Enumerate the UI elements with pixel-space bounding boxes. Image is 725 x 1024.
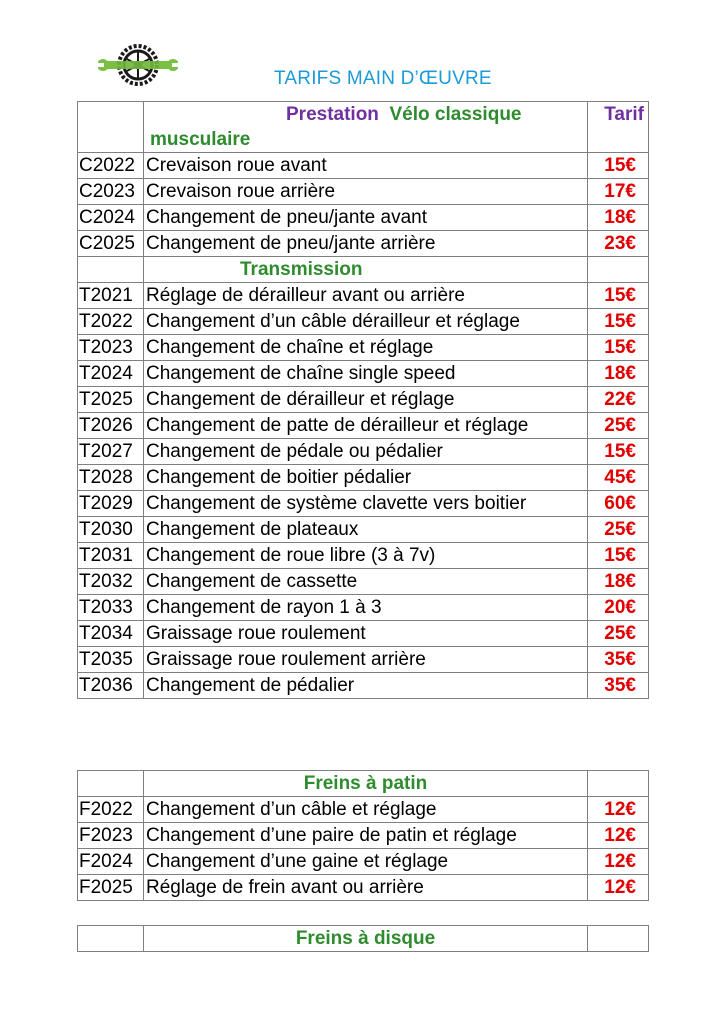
table-row [78,439,649,465]
table-row [78,673,649,699]
row-code: F2023 [78,823,144,849]
freins-patin-table [77,770,649,901]
row-label: Changement de dérailleur et réglage [144,387,588,413]
row-price: 15€ [588,283,649,309]
row-code: T2032 [78,569,144,595]
row-label: Crevaison roue avant [144,153,588,179]
row-price: 45€ [588,465,649,491]
row-label: Changement de cassette [144,569,588,595]
table-row [78,179,649,205]
row-label: Réglage de dérailleur avant ou arrière [144,283,588,309]
row-code: C2025 [78,231,144,257]
section-price-cell [588,926,649,952]
row-label: Graissage roue roulement arrière [144,647,588,673]
row-label: Changement d’un câble et réglage [144,797,588,823]
row-label: Changement de pneu/jante avant [144,205,588,231]
row-price: 18€ [588,205,649,231]
row-price: 15€ [588,543,649,569]
table-row [78,231,649,257]
row-code: T2035 [78,647,144,673]
row-label: Changement de pédalier [144,673,588,699]
table-row [78,647,649,673]
header-prestation-cell [144,102,588,153]
row-code: C2024 [78,205,144,231]
row-code: T2029 [78,491,144,517]
row-price: 23€ [588,231,649,257]
row-code: T2028 [78,465,144,491]
row-code: T2027 [78,439,144,465]
row-code: T2034 [78,621,144,647]
table-row [78,387,649,413]
row-price: 18€ [588,569,649,595]
section-price-cell [588,257,649,283]
row-code: F2025 [78,875,144,901]
table-row [78,309,649,335]
row-label: Changement de système clavette vers boitier [144,491,588,517]
row-price: 12€ [588,849,649,875]
table-row [78,849,649,875]
row-label: Changement de chaîne single speed [144,361,588,387]
row-label: Changement de roue libre (3 à 7v) [144,543,588,569]
table-row [78,153,649,179]
table-row [78,517,649,543]
row-price: 25€ [588,621,649,647]
header-code-cell [78,102,144,153]
row-price: 15€ [588,153,649,179]
row-code: T2030 [78,517,144,543]
row-price: 22€ [588,387,649,413]
row-label: Changement d’une paire de patin et réglage [144,823,588,849]
row-price: 12€ [588,797,649,823]
row-code: F2024 [78,849,144,875]
row-price: 12€ [588,875,649,901]
row-price: 35€ [588,673,649,699]
header-tarif-label: Tarif [604,104,644,125]
table-header-row [78,102,649,153]
row-price: 20€ [588,595,649,621]
section-row-transmission [78,257,649,283]
table-row [78,621,649,647]
row-price: 15€ [588,335,649,361]
table-row [78,335,649,361]
table-row [78,543,649,569]
section-row-freins-disque [78,926,649,952]
row-label: Réglage de frein avant ou arrière [144,875,588,901]
section-code-cell [78,771,144,797]
row-code: T2026 [78,413,144,439]
header-tarif-cell [588,102,649,153]
row-price: 18€ [588,361,649,387]
table-row [78,361,649,387]
row-code: T2023 [78,335,144,361]
row-code: T2031 [78,543,144,569]
header-category-cont: musculaire [150,129,251,150]
row-label: Changement de pneu/jante arrière [144,231,588,257]
table-row [78,875,649,901]
tarifs-table [77,101,649,699]
header-prestation-label: Prestation [286,104,379,125]
row-price: 15€ [588,439,649,465]
row-code: T2021 [78,283,144,309]
row-label: Changement de patte de dérailleur et réglage [144,413,588,439]
row-code: T2036 [78,673,144,699]
row-label: Changement de chaîne et réglage [144,335,588,361]
row-code: T2024 [78,361,144,387]
row-code: F2022 [78,797,144,823]
header-category-label: Vélo classique [389,104,522,125]
row-price: 15€ [588,309,649,335]
row-label: Changement de plateaux [144,517,588,543]
page-title: TARIFS MAIN D’ŒUVRE [274,68,492,89]
row-label: Crevaison roue arrière [144,179,588,205]
row-label: Changement d’un câble dérailleur et réglage [144,309,588,335]
row-label: Changement de pédale ou pédalier [144,439,588,465]
logo [98,40,178,90]
row-code: T2025 [78,387,144,413]
table-row [78,413,649,439]
section-price-cell [588,771,649,797]
table-row [78,823,649,849]
row-price: 35€ [588,647,649,673]
section-title: Freins à patin [144,771,588,797]
row-label: Changement de boitier pédalier [144,465,588,491]
section-code-cell [78,257,144,283]
table-row [78,595,649,621]
table-row [78,465,649,491]
row-code: T2033 [78,595,144,621]
row-label: Changement d’une gaine et réglage [144,849,588,875]
section-row-freins-patin [78,771,649,797]
row-code: T2022 [78,309,144,335]
row-price: 25€ [588,413,649,439]
table-row [78,205,649,231]
row-price: 12€ [588,823,649,849]
row-code: C2022 [78,153,144,179]
row-label: Graissage roue roulement [144,621,588,647]
freins-disque-table [77,925,649,952]
section-title: Freins à disque [144,926,588,952]
table-row [78,569,649,595]
row-price: 60€ [588,491,649,517]
row-code: C2023 [78,179,144,205]
row-price: 17€ [588,179,649,205]
table-row [78,491,649,517]
table-row [78,283,649,309]
table-row [78,797,649,823]
row-price: 25€ [588,517,649,543]
section-code-cell [78,926,144,952]
row-label: Changement de rayon 1 à 3 [144,595,588,621]
section-title: Transmission [144,257,588,283]
